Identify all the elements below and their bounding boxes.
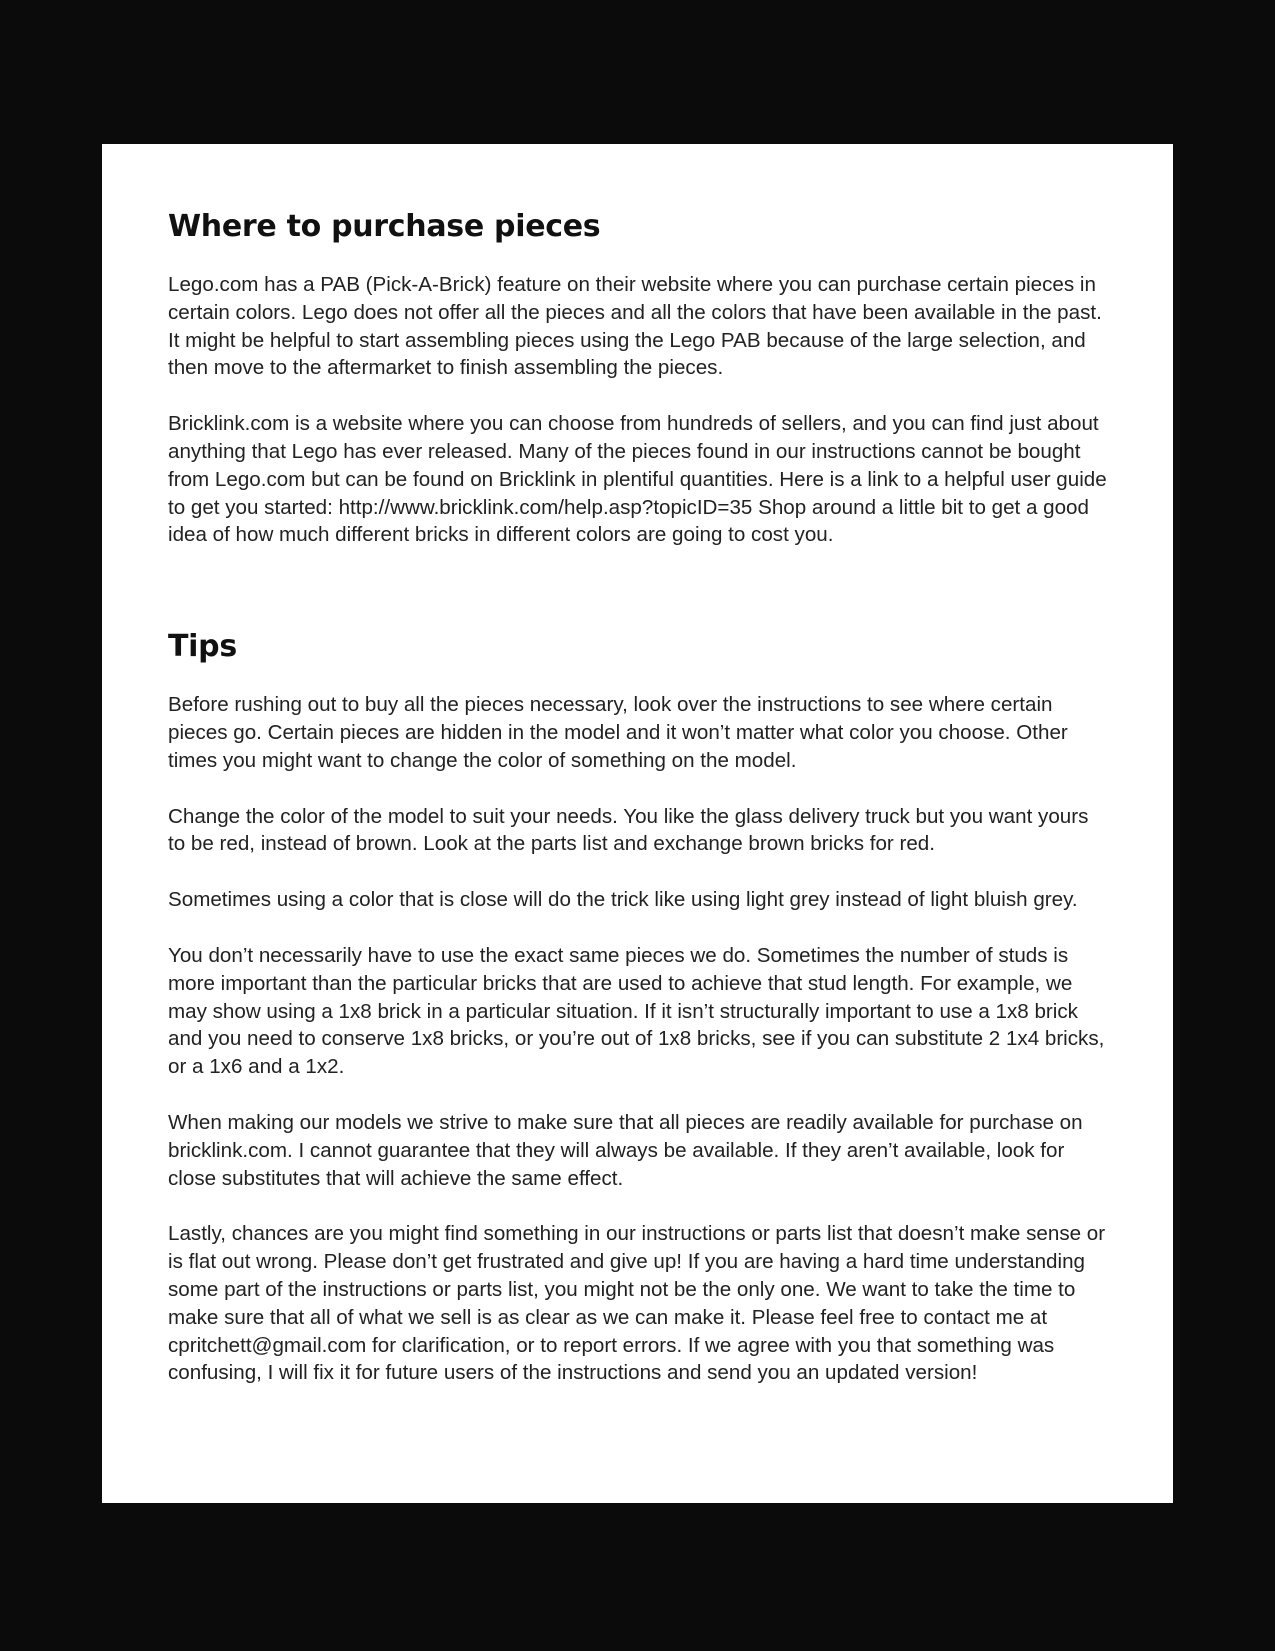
tips-paragraph-availability: When making our models we strive to make sure that all pieces are readily available for purchase on bricklink.com. I cannot guarantee that they will always be available. If they aren’t available, look for close substitutes that will achieve the same effect.: [168, 1110, 1083, 1190]
purchase-paragraph-pab: Lego.com has a PAB (Pick-A-Brick) feature on their website where you can purchase certain pieces in certain colors. Lego does not offer all the pieces and all the colors that have been available in the past. It might be helpful to start assembling pieces using the Lego PAB because of the large selection, and then move to the aftermarket to finish assembling the pieces.: [168, 273, 1102, 380]
purchase-heading: Where to purchase pieces: [168, 209, 601, 244]
tips-paragraph-close-color: Sometimes using a color that is close will do the trick like using light grey instead of light bluish grey.: [168, 888, 1078, 912]
tips-paragraph-substitute-bricks: You don’t necessarily have to use the exact same pieces we do. Sometimes the number of studs is more important than the particular bricks that are used to achieve that stud length. For example, we may show using a 1x8 brick in a particular situation. If it isn’t structurally important to use a 1x8 brick and you need to conserve 1x8 bricks, or you’re out of 1x8 bricks, see if you can substitute 2 1x4 bricks, or a 1x6 and a 1x2.: [168, 943, 1105, 1079]
purchase-paragraph-bricklink: Bricklink.com is a website where you can choose from hundreds of sellers, and you can find just about anything that Lego has ever released. Many of the pieces found in our instructions cannot be bought from Lego.com but can be found on Bricklink in plentiful quantities. Here is a link to a helpful user guide to get you started: http://www.bricklink.com/help.asp?topicID=35 Shop around a little bit to get a good idea of how much different bricks in different colors are going to cost you.: [168, 412, 1107, 547]
tips-paragraph-contact: Lastly, chances are you might find something in our instructions or parts list that doesn’t make sense or is flat out wrong. Please don’t get frustrated and give up! If you are having a hard time understanding some part of the instructions or parts list, you might not be the only one. We want to take the time to make sure that all of what we sell is as clear as we can make it. Please feel free to contact me at cpritchett@gmail.com for clarification, or to report errors. If we agree with you that something was confusing, I will fix it for future users of the instructions and send you an updated version!: [168, 1222, 1106, 1385]
document-page: [102, 144, 1173, 1503]
tips-paragraph-look-over: Before rushing out to buy all the pieces necessary, look over the instructions to see where certain pieces go. Certain pieces are hidden in the model and it won’t matter what color you choose. Other times you might want to change the color of something on the model.: [168, 693, 1068, 772]
tips-heading: Tips: [168, 629, 237, 665]
tips-paragraph-change-color: Change the color of the model to suit your needs. You like the glass delivery truck but you want yours to be red, instead of brown. Look at the parts list and exchange brown bricks for red.: [168, 804, 1089, 856]
